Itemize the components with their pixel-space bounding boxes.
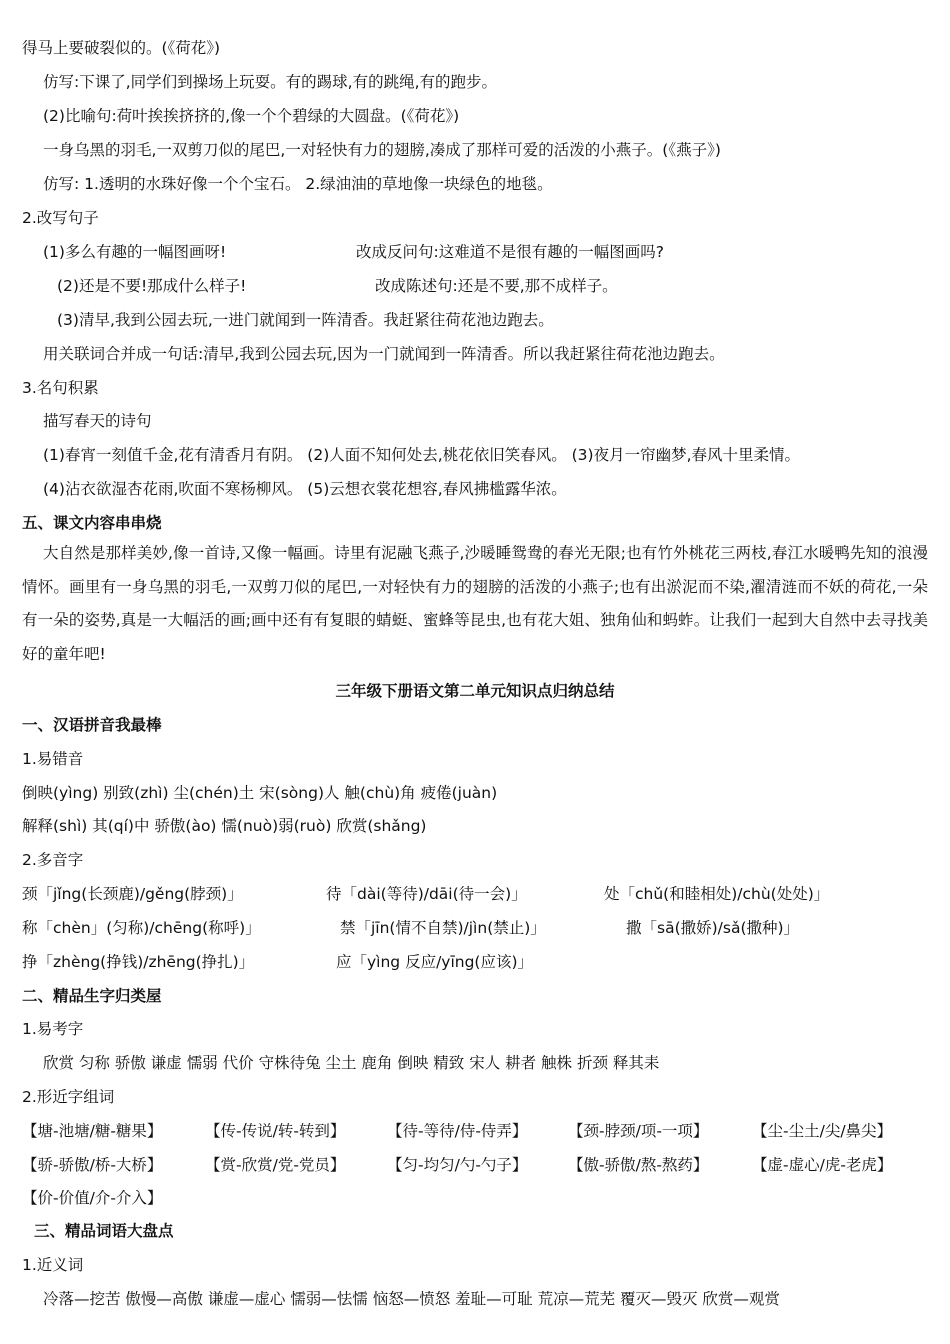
summary-paragraph: 大自然是那样美妙,像一首诗,又像一幅画。诗里有泥融飞燕子,沙暖睡鸳鸯的春光无限;也有竹外桃花三两枝,春江水暖鸭先知的浪漫情怀。画里有一身乌黑的羽毛,一双剪刀似的尾巴,一对轻快有力的翅膀的活泼的小燕子;也有出淤泥而不染,濯清涟而不妖的荷花,一朵有一朵的姿势,真是一大幅活的画;画中还有有复眼的蜻蜓、蜜蜂等昆虫,也有花大姐、独角仙和蚂蚱。让我们一起到大自然中去寻找美好的童年吧!: [22, 544, 928, 663]
page-title: 三年级下册语文第二单元知识点归纳总结: [335, 682, 615, 700]
